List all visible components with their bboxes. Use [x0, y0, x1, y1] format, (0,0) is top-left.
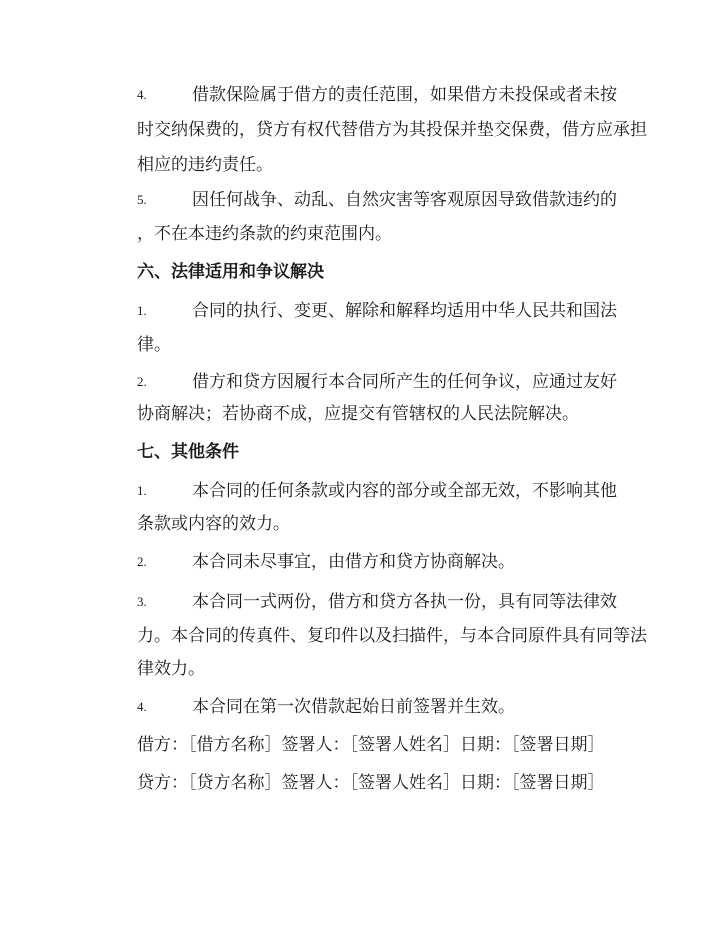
lender-signature-line: 贷方：［贷方名称］签署人：［签署人姓名］日期：［签署日期］: [137, 773, 605, 793]
clause-number: 2.: [137, 374, 147, 389]
clause-text-line: 相应的违约责任。: [137, 155, 273, 175]
clause-text-line: 本合同在第一次借款起始日前签署并生效。: [192, 697, 515, 717]
clause-text-line: 条款或内容的效力。: [137, 514, 290, 534]
clause-text-line: 协商解决；若协商不成，应提交有管辖权的人民法院解决。: [137, 404, 579, 424]
clause-text-line: 时交纳保费的，贷方有权代替借方为其投保并垫交保费，借方应承担: [137, 120, 647, 140]
clause-text-line: 律。: [137, 335, 171, 355]
clause-text-line: 借款保险属于借方的责任范围，如果借方未投保或者未按: [192, 85, 617, 105]
clause-text-line: 力。本合同的传真件、复印件以及扫描件，与本合同原件具有同等法: [137, 626, 647, 646]
clause-number: 5.: [137, 192, 147, 207]
clause-number: 3.: [137, 594, 147, 609]
clause-number: 4.: [137, 699, 147, 714]
clause-number: 1.: [137, 303, 147, 318]
clause-number: 4.: [137, 87, 147, 102]
clause-number: 2.: [137, 554, 147, 569]
clause-text-line: 本合同未尽事宜，由借方和贷方协商解决。: [192, 552, 515, 572]
clause-text-line: 律效力。: [137, 659, 205, 679]
clause-text-line: 合同的执行、变更、解除和解释均适用中华人民共和国法: [192, 301, 617, 321]
section-heading-6: 六、法律适用和争议解决: [137, 262, 324, 282]
clause-text-line: 借方和贷方因履行本合同所产生的任何争议，应通过友好: [192, 372, 617, 392]
clause-text-line: 本合同的任何条款或内容的部分或全部无效，不影响其他: [192, 481, 617, 501]
clause-text-line: ，不在本违约条款的约束范围内。: [137, 224, 392, 244]
clause-text-line: 本合同一式两份，借方和贷方各执一份，具有同等法律效: [192, 592, 617, 612]
clause-text-line: 因任何战争、动乱、自然灾害等客观原因导致借款违约的: [192, 190, 617, 210]
borrower-signature-line: 借方：［借方名称］签署人：［签署人姓名］日期：［签署日期］: [137, 735, 605, 755]
section-heading-7: 七、其他条件: [137, 442, 239, 462]
clause-number: 1.: [137, 483, 147, 498]
